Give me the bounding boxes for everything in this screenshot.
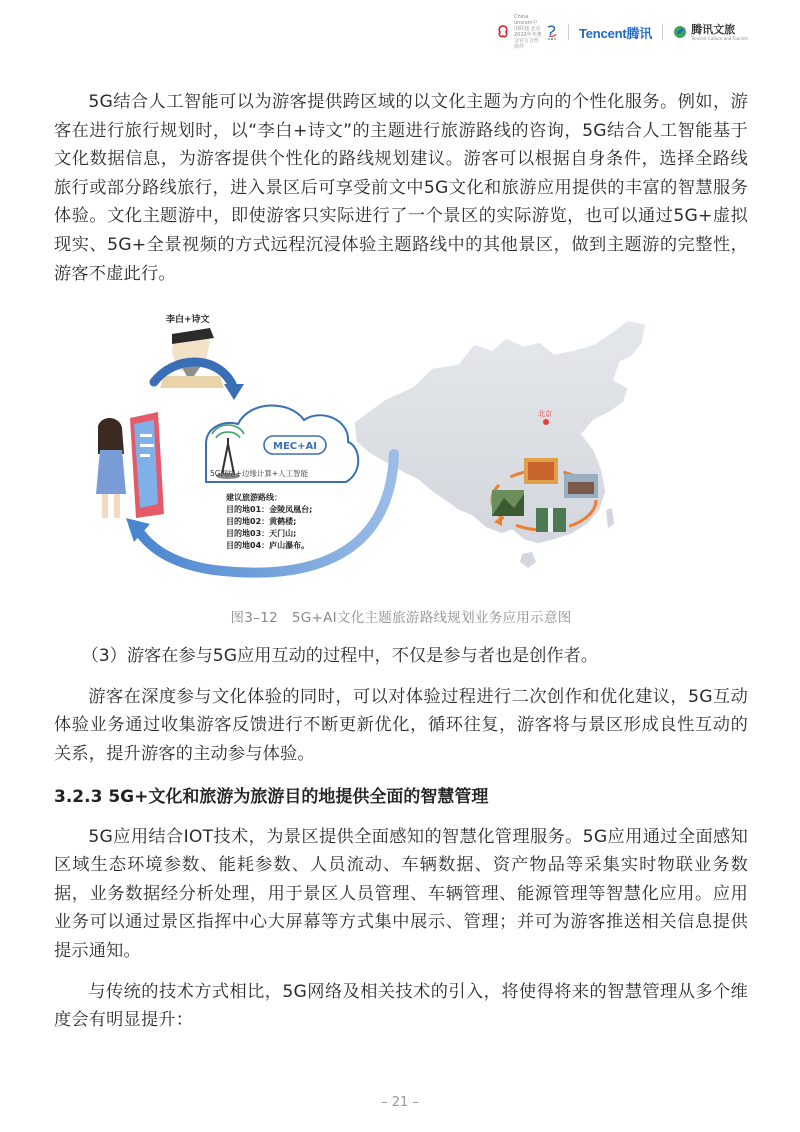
mec-ai-label: MEC+AI bbox=[273, 441, 317, 453]
beijing-marker bbox=[543, 419, 549, 425]
route-item: 目的地02：黄鹤楼; bbox=[226, 517, 297, 527]
paragraph-tourist-co-creation: 游客在深度参与文化体验的同时，可以对体验过程进行二次创作和优化建议，5G互动体验业务通过收集游客反馈进行不断更新优化，循环往复，游客将与景区形成良性互动的关系，提升游客的主动参与体验。 bbox=[54, 686, 748, 764]
route-item: 目的地04：庐山瀑布。 bbox=[226, 541, 310, 551]
route-item: 目的地01：金陵凤凰台; bbox=[226, 505, 313, 515]
li-bai-portrait bbox=[160, 313, 224, 388]
tencent-logo-cn: 腾讯 bbox=[626, 25, 653, 41]
list-item-3-tourist-creator: （3）游客在参与5G应用互动的过程中，不仅是参与者也是创作者。 bbox=[81, 646, 598, 667]
edge-computing-cloud bbox=[206, 406, 358, 483]
page-number: – 21 – bbox=[381, 1095, 419, 1110]
paragraph-iot-smart-management: 5G应用结合IOT技术，为景区提供全面感知的智慧化管理服务。5G应用通过全面感知区域生态环境参数、能耗参数、人员流动、车辆数据、资产物品等采集实时物联业务数据，业务数据经分析处理，用于景区人员管理、车辆管理、能源管理等智慧化应用。应用业务可以通过景区指挥中心大屏幕等方式集中展示、管理；并可为游客推送相关信息提供提示通知。 bbox=[54, 826, 748, 961]
route-item: 目的地03：天门山; bbox=[226, 529, 297, 539]
tencent-wenlv-logo bbox=[673, 24, 748, 41]
wenlv-logo-cn: 腾讯文旅 bbox=[691, 22, 736, 36]
hainan-island-shape bbox=[520, 552, 536, 568]
header-logos bbox=[496, 14, 748, 50]
wenlv-leaf-icon bbox=[673, 25, 687, 39]
winter-olympics-emblem-icon bbox=[546, 24, 558, 40]
network-label: 5G网络+边缘计算+人工智能 bbox=[210, 469, 309, 479]
section-heading-3-2-3: 3.2.3 5G+文化和旅游为旅游目的地提供全面的智慧管理 bbox=[54, 786, 489, 807]
poet-label: 李白+诗文 bbox=[166, 315, 210, 326]
taiwan-island-shape bbox=[606, 508, 614, 528]
paragraph-comparison-intro: 与传统的技术方式相比，5G网络及相关技术的引入，将使得将来的智慧管理从多个维度会有明显提升： bbox=[54, 981, 748, 1031]
tourist-girl-with-phone bbox=[96, 412, 164, 518]
figure-caption: 图3–12 5G+AI文化主题旅游路线规划业务应用示意图 bbox=[230, 610, 572, 627]
wenlv-logo-en: Tencent Culture and Tourism bbox=[691, 35, 748, 41]
figure-illustration bbox=[54, 304, 748, 606]
tencent-logo bbox=[579, 23, 652, 42]
china-unicom-logo bbox=[496, 14, 558, 50]
header-divider bbox=[568, 24, 569, 40]
unicom-logo-text: China unicom中国联通 北京2022年冬奥会官方合作伙伴 bbox=[514, 14, 542, 50]
unicom-knot-icon bbox=[496, 25, 510, 39]
header-divider bbox=[662, 24, 663, 40]
figure-ai-route-planning bbox=[54, 304, 748, 606]
route-title: 建议旅游路线： bbox=[226, 493, 282, 503]
beijing-label: 北京 bbox=[538, 410, 552, 419]
suggested-route-list bbox=[225, 492, 312, 550]
document-body bbox=[54, 88, 748, 1035]
tencent-logo-en: Tencent bbox=[579, 25, 627, 41]
paragraph-ai-personalized-service: 5G结合人工智能可以为游客提供跨区域的以文化主题为方向的个性化服务。例如，游客在进行旅行规划时，以“李白+诗文”的主题进行旅游路线的咨询，5G结合人工智能基于文化数据信息，为游客提供个性化的路线规划建议。游客可以根据自身条件，选择全路线旅行或部分路线旅行，进入景区后可享受前文中5G文化和旅游应用提供的丰富的智慧服务体验。文化主题游中，即使游客只实际进行了一个景区的实际游览，也可以通过5G+虚拟现实、5G+全景视频的方式远程沉浸体验主题路线中的其他景区，做到主题游的完整性，游客不虚此行。 bbox=[54, 92, 748, 284]
